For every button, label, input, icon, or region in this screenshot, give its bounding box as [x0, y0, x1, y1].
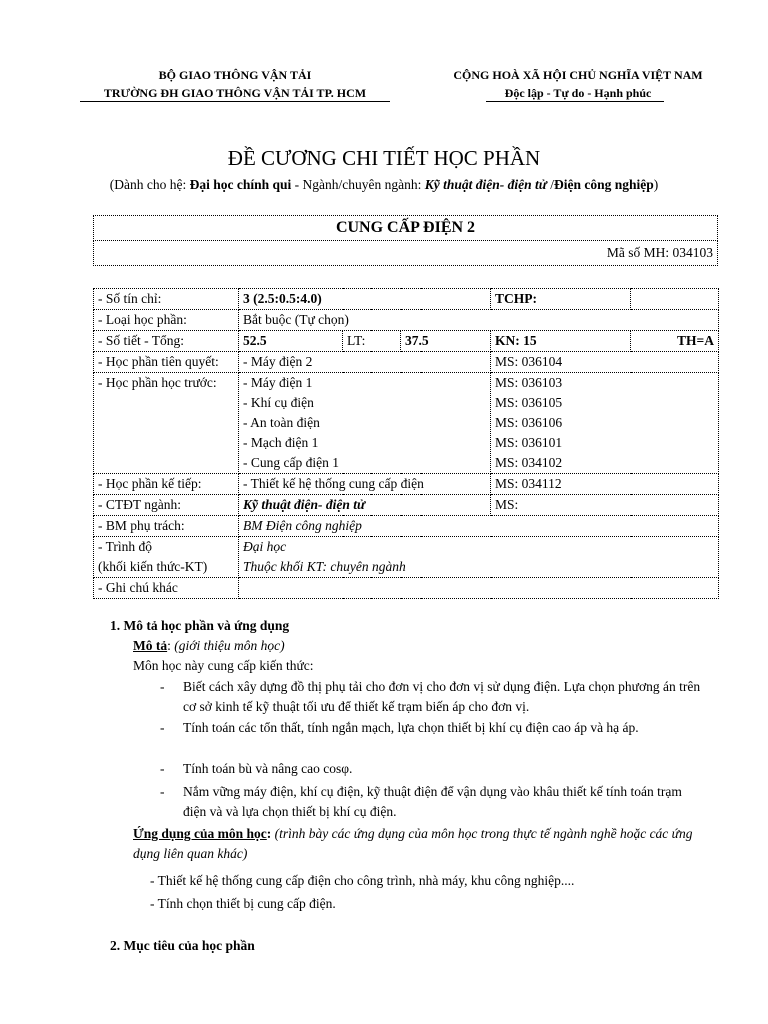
next-label: - Học phần kế tiếp: — [94, 474, 239, 495]
ctdt-code: MS: — [491, 495, 719, 516]
hours-row — [94, 331, 719, 352]
country-name: CỘNG HOÀ XÃ HỘI CHỦ NGHĨA VIỆT NAM — [453, 68, 703, 82]
prior-course: - Khí cụ điện — [243, 395, 314, 410]
dept-row — [94, 516, 719, 537]
dept-value: BM Điện công nghiệp — [239, 516, 719, 537]
prior-course: - Máy điện 1 — [243, 375, 313, 390]
prior-course: - An toàn điện — [243, 415, 320, 430]
application-item: - Thiết kế hệ thống cung cấp điện cho công trình, nhà máy, khu công nghiệp.... — [150, 873, 575, 888]
prior-code: MS: 036101 — [495, 435, 563, 450]
note-value — [239, 578, 719, 599]
prereq-row — [94, 352, 719, 373]
type-value: Bắt buộc (Tự chọn) — [239, 310, 719, 331]
course-title-table — [93, 215, 718, 266]
hours-total: 52.5 — [239, 331, 343, 352]
ctdt-row — [94, 495, 719, 516]
bullet-dash: - — [160, 720, 165, 735]
course-code: Mã số MH: 034103 — [94, 241, 718, 266]
bullet-item: Tính toán các tổn thất, tính ngắn mạch, lựa chọn thiết bị khí cụ điện cao áp và hạ áp. — [183, 720, 639, 735]
tchp-label: TCHP: — [491, 289, 631, 310]
prior-codes — [491, 373, 719, 474]
next-row — [94, 474, 719, 495]
prior-course: - Cung cấp điện 1 — [243, 455, 339, 470]
application-paragraph: Ứng dụng của môn học: (trình bày các ứng dụng của môn học trong thực tế ngành nghề hoặc các ứng dụng liên quan khác) — [133, 826, 693, 861]
ctdt-value: Kỹ thuật điện- điện tử — [239, 495, 491, 516]
bullet-item: Tính toán bù và nâng cao cosφ. — [183, 761, 353, 776]
prereq-label: - Học phần tiên quyết: — [94, 352, 239, 373]
description-intro: Môn học này cung cấp kiến thức: — [133, 658, 314, 673]
tchp-value — [631, 289, 719, 310]
prior-code: MS: 034102 — [495, 455, 563, 470]
credits-label: - Số tín chỉ: — [94, 289, 239, 310]
type-label: - Loại học phần: — [94, 310, 239, 331]
application-item: - Tính chọn thiết bị cung cấp điện. — [150, 896, 336, 911]
prior-courses — [239, 373, 491, 474]
section-1-heading: 1. Mô tả học phần và ứng dụng — [110, 618, 290, 633]
credits-value: 3 (2.5:0.5:4.0) — [239, 289, 491, 310]
bullet-item: Biết cách xây dựng đồ thị phụ tải cho đơn vị cho đơn vị sử dụng điện. Lựa chọn phương án trên cơ sở kinh tế kỹ thuật tối ưu để thiết kế trạm biến áp cho đơn vị. — [183, 679, 701, 714]
national-header — [432, 66, 724, 102]
note-label: - Ghi chú khác — [94, 578, 239, 599]
next-code: MS: 034112 — [491, 474, 719, 495]
kn-value: KN: 15 — [491, 331, 631, 352]
course-info-table — [93, 288, 719, 599]
prior-label: - Học phần học trước: — [94, 373, 239, 474]
national-motto: Độc lập - Tự do - Hạnh phúc — [504, 86, 652, 100]
document-title: ĐỀ CƯƠNG CHI TIẾT HỌC PHẦN — [227, 146, 541, 170]
note-row — [94, 578, 719, 599]
bullet-dash: - — [160, 761, 165, 776]
dept-label: - BM phụ trách: — [94, 516, 239, 537]
application-hint: (trình bày các ứng dụng của môn học trong thực tế ngành nghề hoặc các ứng dụng liên quan khác) — [133, 826, 693, 861]
next-value: - Thiết kế hệ thống cung cấp điện — [239, 474, 491, 495]
bullet-dash: - — [160, 679, 165, 694]
prior-row — [94, 373, 719, 474]
level-row — [94, 537, 719, 578]
university-name: TRƯỜNG ĐH GIAO THÔNG VẬN TẢI TP. HCM — [103, 86, 367, 100]
description-label: Mô tả — [133, 638, 168, 653]
course-name: CUNG CẤP ĐIỆN 2 — [94, 216, 718, 241]
ministry-name: BỘ GIAO THÔNG VẬN TẢI — [158, 68, 312, 82]
bullet-dash: - — [160, 784, 165, 799]
type-row — [94, 310, 719, 331]
prereq-value: - Máy điện 2 — [239, 352, 491, 373]
motto-underline — [486, 101, 664, 102]
education-system: Đại học chính qui — [189, 177, 292, 192]
lt-value: 37.5 — [401, 331, 491, 352]
lt-label: LT: — [343, 331, 401, 352]
prereq-code: MS: 036104 — [491, 352, 719, 373]
specialization-name: Điện công nghiệp — [553, 177, 654, 192]
credits-row — [94, 289, 719, 310]
hours-label: - Số tiết - Tổng: — [94, 331, 239, 352]
section-2-heading: 2. Mục tiêu của học phần — [110, 938, 255, 953]
bullet-item: Nắm vững máy điện, khí cụ điện, kỹ thuật điện để vận dụng vào khâu thiết kế tính toán trạm điện và và lựa chọn thiết bị khí cụ điện. — [183, 784, 682, 819]
prior-code: MS: 036105 — [495, 395, 563, 410]
major-name: Kỹ thuật điện- điện tử — [424, 177, 547, 192]
prior-code: MS: 036106 — [495, 415, 563, 430]
ministry-underline — [80, 101, 390, 102]
level-value: Đại học Thuộc khối KT: chuyên ngành — [239, 537, 719, 578]
prior-course: - Mạch điện 1 — [243, 435, 319, 450]
prior-code: MS: 036103 — [495, 375, 563, 390]
application-label: Ứng dụng của môn học — [133, 826, 267, 841]
level-label: - Trình độ (khối kiến thức-KT) — [94, 537, 239, 578]
description-hint: (giới thiệu môn học) — [174, 638, 285, 653]
ctdt-label: - CTĐT ngành: — [94, 495, 239, 516]
th-value: TH=A — [631, 331, 719, 352]
ministry-header — [80, 66, 390, 102]
description-line: Mô tả: (giới thiệu môn học) — [133, 638, 285, 653]
document-subtitle: (Dành cho hệ: Đại học chính qui - Ngành/chuyên ngành: Kỹ thuật điện- điện tử /Điện công nghiệp) — [109, 177, 659, 192]
